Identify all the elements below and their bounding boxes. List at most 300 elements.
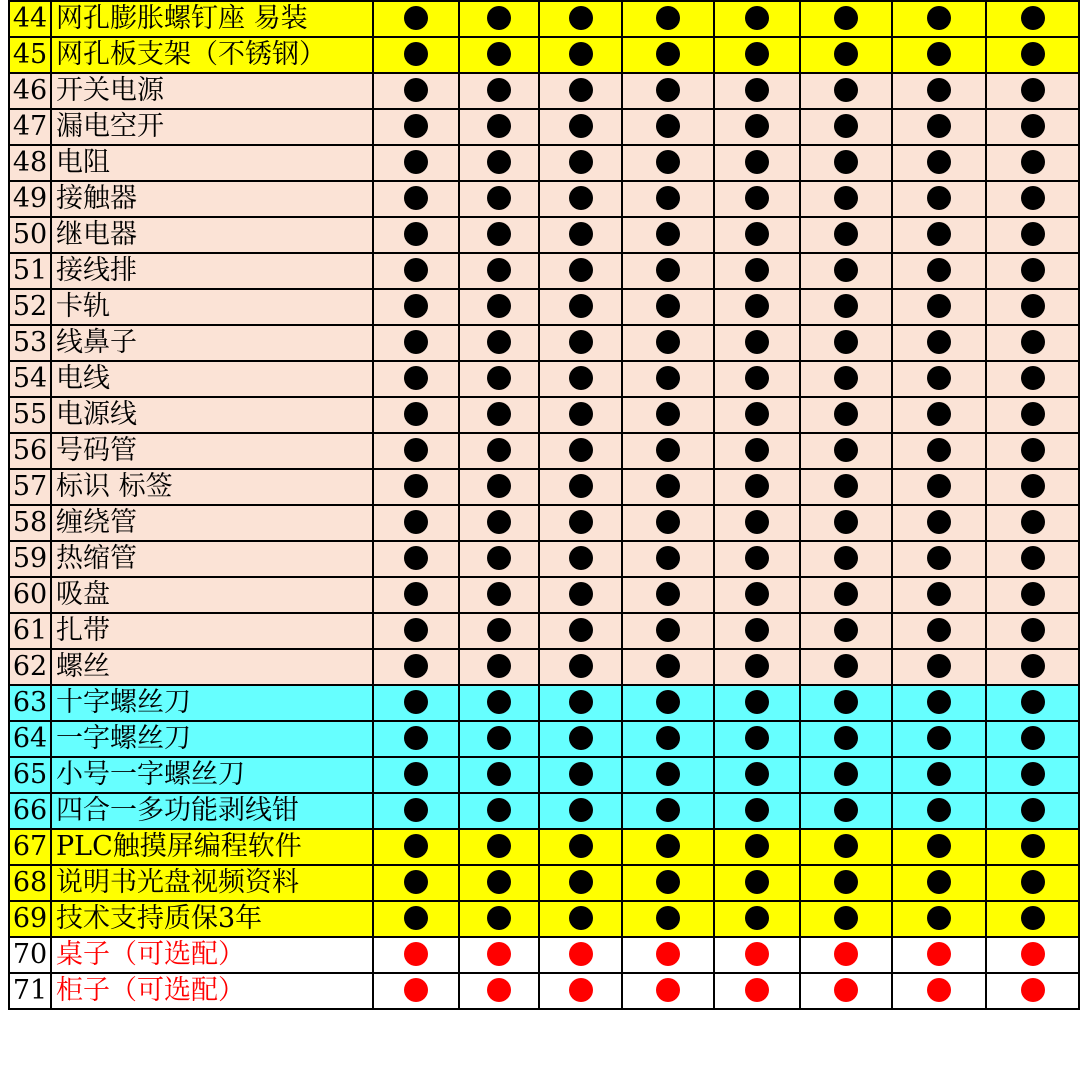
included-mark-cell [373, 793, 459, 829]
included-mark-cell [800, 145, 892, 181]
included-dot-icon [834, 186, 858, 210]
included-dot-icon [656, 258, 680, 282]
table-row [9, 397, 1079, 433]
included-mark-cell [459, 217, 539, 253]
row-number: 49 [9, 181, 51, 217]
optional-dot-icon [745, 978, 769, 1002]
included-mark-cell [714, 145, 800, 181]
included-dot-icon [1021, 510, 1045, 534]
included-dot-icon [834, 114, 858, 138]
included-dot-icon [1021, 582, 1045, 606]
item-name: 开关电源 [51, 73, 373, 109]
included-mark-cell [373, 973, 459, 1009]
included-dot-icon [656, 726, 680, 750]
table-row [9, 181, 1079, 217]
included-mark-cell [373, 253, 459, 289]
included-mark-cell [373, 541, 459, 577]
included-mark-cell [892, 649, 986, 685]
included-dot-icon [569, 42, 593, 66]
included-mark-cell [539, 37, 622, 73]
included-dot-icon [834, 510, 858, 534]
included-mark-cell [622, 865, 714, 901]
included-dot-icon [1021, 6, 1045, 30]
table-row [9, 217, 1079, 253]
included-dot-icon [927, 474, 951, 498]
included-mark-cell [459, 1, 539, 37]
item-name: 十字螺丝刀 [51, 685, 373, 721]
included-mark-cell [373, 613, 459, 649]
item-name: 网孔板支架（不锈钢） [51, 37, 373, 73]
included-dot-icon [404, 258, 428, 282]
included-dot-icon [487, 690, 511, 714]
included-dot-icon [487, 114, 511, 138]
row-number: 47 [9, 109, 51, 145]
included-dot-icon [487, 798, 511, 822]
included-mark-cell [892, 757, 986, 793]
included-dot-icon [569, 690, 593, 714]
table-row [9, 685, 1079, 721]
included-mark-cell [373, 505, 459, 541]
included-mark-cell [714, 37, 800, 73]
included-dot-icon [1021, 258, 1045, 282]
included-mark-cell [892, 577, 986, 613]
included-dot-icon [487, 222, 511, 246]
included-mark-cell [986, 973, 1079, 1009]
included-mark-cell [622, 757, 714, 793]
included-dot-icon [834, 546, 858, 570]
included-dot-icon [487, 150, 511, 174]
included-dot-icon [745, 618, 769, 642]
included-mark-cell [622, 685, 714, 721]
included-mark-cell [459, 865, 539, 901]
row-number: 57 [9, 469, 51, 505]
optional-dot-icon [487, 978, 511, 1002]
included-dot-icon [927, 438, 951, 462]
row-number: 65 [9, 757, 51, 793]
included-dot-icon [1021, 294, 1045, 318]
included-dot-icon [745, 258, 769, 282]
included-dot-icon [1021, 690, 1045, 714]
included-dot-icon [927, 6, 951, 30]
included-mark-cell [986, 757, 1079, 793]
included-mark-cell [714, 325, 800, 361]
included-mark-cell [986, 721, 1079, 757]
included-dot-icon [834, 438, 858, 462]
optional-dot-icon [656, 942, 680, 966]
included-mark-cell [459, 901, 539, 937]
included-dot-icon [569, 834, 593, 858]
included-dot-icon [927, 78, 951, 102]
table-row [9, 289, 1079, 325]
included-mark-cell [539, 973, 622, 1009]
included-mark-cell [892, 109, 986, 145]
table-row [9, 433, 1079, 469]
included-mark-cell [892, 829, 986, 865]
included-mark-cell [373, 721, 459, 757]
included-mark-cell [986, 397, 1079, 433]
included-dot-icon [404, 726, 428, 750]
included-dot-icon [404, 618, 428, 642]
included-mark-cell [539, 397, 622, 433]
included-mark-cell [459, 721, 539, 757]
included-mark-cell [800, 1, 892, 37]
row-number: 66 [9, 793, 51, 829]
included-dot-icon [834, 6, 858, 30]
included-mark-cell [892, 145, 986, 181]
included-mark-cell [622, 217, 714, 253]
included-mark-cell [714, 181, 800, 217]
included-dot-icon [1021, 726, 1045, 750]
included-dot-icon [656, 186, 680, 210]
included-mark-cell [373, 901, 459, 937]
included-dot-icon [745, 222, 769, 246]
row-number: 71 [9, 973, 51, 1009]
included-dot-icon [745, 690, 769, 714]
included-dot-icon [927, 870, 951, 894]
item-name: 柜子（可选配） [51, 973, 373, 1009]
item-name: 漏电空开 [51, 109, 373, 145]
included-mark-cell [373, 433, 459, 469]
included-dot-icon [569, 654, 593, 678]
included-dot-icon [569, 906, 593, 930]
table-row [9, 937, 1079, 973]
included-dot-icon [745, 546, 769, 570]
included-dot-icon [834, 474, 858, 498]
included-mark-cell [539, 1, 622, 37]
included-mark-cell [892, 685, 986, 721]
included-dot-icon [927, 690, 951, 714]
included-mark-cell [459, 109, 539, 145]
included-dot-icon [834, 798, 858, 822]
included-mark-cell [800, 829, 892, 865]
included-mark-cell [622, 145, 714, 181]
included-dot-icon [745, 330, 769, 354]
included-mark-cell [373, 361, 459, 397]
included-dot-icon [569, 762, 593, 786]
included-mark-cell [892, 469, 986, 505]
item-name: 电线 [51, 361, 373, 397]
included-mark-cell [986, 73, 1079, 109]
item-name: 一字螺丝刀 [51, 721, 373, 757]
included-mark-cell [373, 217, 459, 253]
included-mark-cell [986, 289, 1079, 325]
included-dot-icon [927, 42, 951, 66]
included-dot-icon [487, 762, 511, 786]
included-dot-icon [487, 186, 511, 210]
included-mark-cell [800, 793, 892, 829]
included-dot-icon [487, 6, 511, 30]
included-dot-icon [569, 258, 593, 282]
included-dot-icon [834, 78, 858, 102]
included-mark-cell [892, 865, 986, 901]
optional-dot-icon [569, 978, 593, 1002]
included-dot-icon [745, 186, 769, 210]
included-dot-icon [834, 582, 858, 606]
row-number: 56 [9, 433, 51, 469]
row-number: 58 [9, 505, 51, 541]
included-mark-cell [986, 109, 1079, 145]
included-mark-cell [622, 613, 714, 649]
included-dot-icon [1021, 42, 1045, 66]
included-dot-icon [834, 258, 858, 282]
included-dot-icon [569, 582, 593, 606]
included-dot-icon [656, 510, 680, 534]
included-dot-icon [656, 546, 680, 570]
included-mark-cell [986, 793, 1079, 829]
included-mark-cell [986, 37, 1079, 73]
included-dot-icon [745, 402, 769, 426]
included-dot-icon [745, 6, 769, 30]
included-mark-cell [714, 757, 800, 793]
included-dot-icon [487, 726, 511, 750]
included-mark-cell [622, 37, 714, 73]
included-dot-icon [1021, 798, 1045, 822]
included-mark-cell [800, 289, 892, 325]
included-mark-cell [622, 325, 714, 361]
included-dot-icon [656, 798, 680, 822]
row-number: 46 [9, 73, 51, 109]
included-dot-icon [487, 870, 511, 894]
included-dot-icon [487, 294, 511, 318]
included-mark-cell [539, 721, 622, 757]
included-dot-icon [404, 294, 428, 318]
included-dot-icon [745, 78, 769, 102]
included-mark-cell [714, 901, 800, 937]
included-dot-icon [1021, 114, 1045, 138]
included-dot-icon [404, 42, 428, 66]
included-mark-cell [373, 469, 459, 505]
row-number: 60 [9, 577, 51, 613]
included-mark-cell [622, 721, 714, 757]
included-dot-icon [927, 258, 951, 282]
included-dot-icon [404, 546, 428, 570]
included-dot-icon [1021, 330, 1045, 354]
included-mark-cell [539, 433, 622, 469]
included-dot-icon [656, 6, 680, 30]
item-name: 继电器 [51, 217, 373, 253]
included-dot-icon [927, 618, 951, 642]
included-dot-icon [745, 294, 769, 318]
included-mark-cell [539, 109, 622, 145]
item-name: 小号一字螺丝刀 [51, 757, 373, 793]
included-mark-cell [800, 541, 892, 577]
included-dot-icon [834, 654, 858, 678]
item-name: 说明书光盘视频资料 [51, 865, 373, 901]
included-mark-cell [714, 613, 800, 649]
included-dot-icon [1021, 546, 1045, 570]
included-dot-icon [1021, 870, 1045, 894]
included-mark-cell [714, 1, 800, 37]
included-mark-cell [459, 973, 539, 1009]
row-number: 45 [9, 37, 51, 73]
included-dot-icon [656, 222, 680, 246]
included-mark-cell [622, 649, 714, 685]
included-dot-icon [1021, 834, 1045, 858]
included-dot-icon [927, 582, 951, 606]
included-dot-icon [834, 870, 858, 894]
included-mark-cell [986, 649, 1079, 685]
included-mark-cell [539, 217, 622, 253]
included-mark-cell [714, 865, 800, 901]
included-mark-cell [373, 181, 459, 217]
included-mark-cell [539, 901, 622, 937]
included-mark-cell [622, 109, 714, 145]
included-mark-cell [459, 757, 539, 793]
included-mark-cell [539, 181, 622, 217]
included-dot-icon [745, 870, 769, 894]
included-dot-icon [487, 78, 511, 102]
included-mark-cell [892, 433, 986, 469]
included-mark-cell [892, 361, 986, 397]
table-row [9, 505, 1079, 541]
included-dot-icon [404, 474, 428, 498]
included-mark-cell [539, 253, 622, 289]
table-row [9, 793, 1079, 829]
included-mark-cell [892, 541, 986, 577]
included-mark-cell [539, 289, 622, 325]
table-row [9, 721, 1079, 757]
included-mark-cell [373, 577, 459, 613]
included-mark-cell [622, 937, 714, 973]
included-mark-cell [459, 325, 539, 361]
included-dot-icon [656, 582, 680, 606]
included-mark-cell [800, 433, 892, 469]
included-mark-cell [373, 685, 459, 721]
included-dot-icon [404, 6, 428, 30]
included-dot-icon [745, 42, 769, 66]
included-dot-icon [487, 582, 511, 606]
item-name: 桌子（可选配） [51, 937, 373, 973]
included-dot-icon [487, 258, 511, 282]
included-mark-cell [892, 217, 986, 253]
included-mark-cell [373, 289, 459, 325]
included-dot-icon [487, 906, 511, 930]
included-mark-cell [373, 649, 459, 685]
included-mark-cell [459, 613, 539, 649]
included-mark-cell [373, 325, 459, 361]
included-dot-icon [656, 654, 680, 678]
included-mark-cell [459, 937, 539, 973]
included-dot-icon [927, 294, 951, 318]
optional-dot-icon [927, 942, 951, 966]
included-mark-cell [459, 73, 539, 109]
included-dot-icon [569, 510, 593, 534]
included-dot-icon [1021, 222, 1045, 246]
optional-dot-icon [404, 942, 428, 966]
included-mark-cell [373, 937, 459, 973]
included-mark-cell [986, 505, 1079, 541]
row-number: 70 [9, 937, 51, 973]
table-row [9, 145, 1079, 181]
included-mark-cell [986, 613, 1079, 649]
included-mark-cell [892, 181, 986, 217]
optional-dot-icon [834, 942, 858, 966]
item-name: 标识 标签 [51, 469, 373, 505]
included-dot-icon [927, 330, 951, 354]
included-mark-cell [373, 757, 459, 793]
item-name: PLC触摸屏编程软件 [51, 829, 373, 865]
item-name: 热缩管 [51, 541, 373, 577]
table-row [9, 253, 1079, 289]
included-mark-cell [800, 577, 892, 613]
included-mark-cell [986, 541, 1079, 577]
included-mark-cell [714, 361, 800, 397]
included-mark-cell [622, 1, 714, 37]
included-dot-icon [404, 762, 428, 786]
item-name: 四合一多功能剥线钳 [51, 793, 373, 829]
included-dot-icon [487, 366, 511, 390]
included-dot-icon [1021, 150, 1045, 174]
included-dot-icon [404, 870, 428, 894]
optional-dot-icon [745, 942, 769, 966]
included-dot-icon [1021, 78, 1045, 102]
included-dot-icon [745, 654, 769, 678]
included-mark-cell [800, 361, 892, 397]
included-dot-icon [745, 366, 769, 390]
included-dot-icon [656, 78, 680, 102]
item-name: 扎带 [51, 613, 373, 649]
included-mark-cell [714, 541, 800, 577]
row-number: 55 [9, 397, 51, 433]
included-dot-icon [656, 690, 680, 714]
item-name: 缠绕管 [51, 505, 373, 541]
included-mark-cell [986, 181, 1079, 217]
row-number: 69 [9, 901, 51, 937]
included-dot-icon [487, 618, 511, 642]
included-mark-cell [800, 649, 892, 685]
included-mark-cell [459, 37, 539, 73]
included-dot-icon [656, 762, 680, 786]
row-number: 50 [9, 217, 51, 253]
included-dot-icon [834, 294, 858, 318]
included-dot-icon [1021, 474, 1045, 498]
included-dot-icon [487, 546, 511, 570]
included-mark-cell [622, 289, 714, 325]
included-mark-cell [539, 757, 622, 793]
included-mark-cell [459, 541, 539, 577]
included-mark-cell [986, 937, 1079, 973]
included-mark-cell [892, 901, 986, 937]
table-row [9, 109, 1079, 145]
included-mark-cell [714, 217, 800, 253]
table-row [9, 469, 1079, 505]
included-mark-cell [714, 253, 800, 289]
included-mark-cell [986, 325, 1079, 361]
included-mark-cell [714, 937, 800, 973]
included-mark-cell [622, 505, 714, 541]
optional-dot-icon [404, 978, 428, 1002]
item-name: 线鼻子 [51, 325, 373, 361]
included-dot-icon [656, 438, 680, 462]
included-dot-icon [404, 834, 428, 858]
included-dot-icon [1021, 762, 1045, 786]
included-mark-cell [622, 397, 714, 433]
included-mark-cell [539, 793, 622, 829]
included-dot-icon [927, 546, 951, 570]
included-dot-icon [404, 510, 428, 534]
included-mark-cell [373, 1, 459, 37]
included-mark-cell [986, 901, 1079, 937]
included-mark-cell [800, 73, 892, 109]
included-mark-cell [800, 757, 892, 793]
included-dot-icon [569, 870, 593, 894]
included-mark-cell [800, 613, 892, 649]
included-mark-cell [892, 73, 986, 109]
included-mark-cell [714, 505, 800, 541]
table-row [9, 901, 1079, 937]
included-dot-icon [1021, 906, 1045, 930]
included-dot-icon [927, 834, 951, 858]
